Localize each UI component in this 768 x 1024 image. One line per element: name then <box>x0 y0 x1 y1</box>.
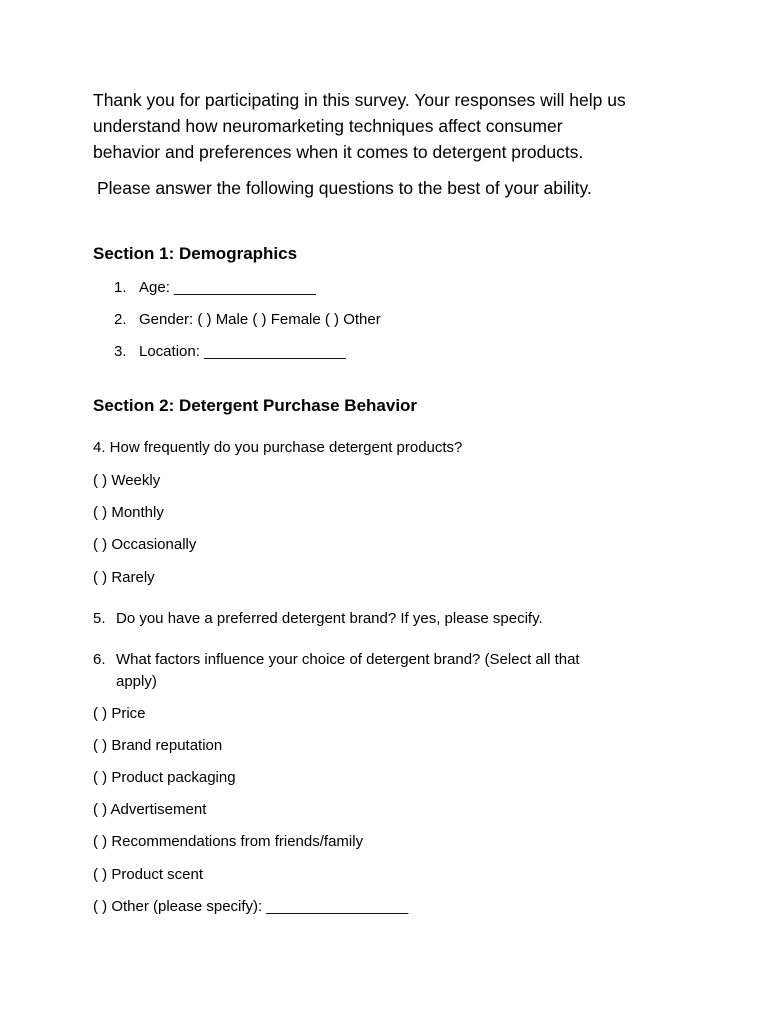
question-6-number: 6. <box>93 651 106 668</box>
option-price[interactable]: ( ) Price <box>93 705 146 722</box>
demographic-item-number: 2. <box>114 311 127 328</box>
question-5: Do you have a preferred detergent brand? If yes, please specify. <box>116 610 543 627</box>
option-weekly[interactable]: ( ) Weekly <box>93 472 161 489</box>
option-recommendations[interactable]: ( ) Recommendations from friends/family <box>93 833 364 850</box>
section-2-heading: Section 2: Detergent Purchase Behavior <box>93 396 418 415</box>
option-product-packaging[interactable]: ( ) Product packaging <box>93 769 236 786</box>
option-other[interactable]: ( ) Other (please specify): _________________ <box>93 898 409 915</box>
option-occasionally[interactable]: ( ) Occasionally <box>93 536 197 553</box>
option-rarely[interactable]: ( ) Rarely <box>93 569 155 586</box>
question-4: 4. How frequently do you purchase detergent products? <box>93 439 463 456</box>
intro-instruction: Please answer the following questions to the best of your ability. <box>97 178 592 198</box>
intro-line-2: understand how neuromarketing techniques affect consumer <box>93 116 563 136</box>
intro-line-3: behavior and preferences when it comes to detergent products. <box>93 142 584 162</box>
option-advertisement[interactable]: ( ) Advertisement <box>93 801 207 818</box>
question-6-line-1: What factors influence your choice of detergent brand? (Select all that <box>116 651 580 668</box>
intro-line-1: Thank you for participating in this survey. Your responses will help us <box>93 90 626 110</box>
question-6-line-2: apply) <box>116 673 157 690</box>
option-monthly[interactable]: ( ) Monthly <box>93 504 164 521</box>
option-brand-reputation[interactable]: ( ) Brand reputation <box>93 737 223 754</box>
option-product-scent[interactable]: ( ) Product scent <box>93 866 204 883</box>
location-field[interactable]: Location: _________________ <box>139 343 346 360</box>
section-1-heading: Section 1: Demographics <box>93 244 298 263</box>
age-field[interactable]: Age: _________________ <box>139 279 316 296</box>
demographic-item-number: 3. <box>114 343 127 360</box>
gender-options[interactable]: Gender: ( ) Male ( ) Female ( ) Other <box>139 311 381 328</box>
demographic-item-number: 1. <box>114 279 127 296</box>
question-5-number: 5. <box>93 610 106 627</box>
